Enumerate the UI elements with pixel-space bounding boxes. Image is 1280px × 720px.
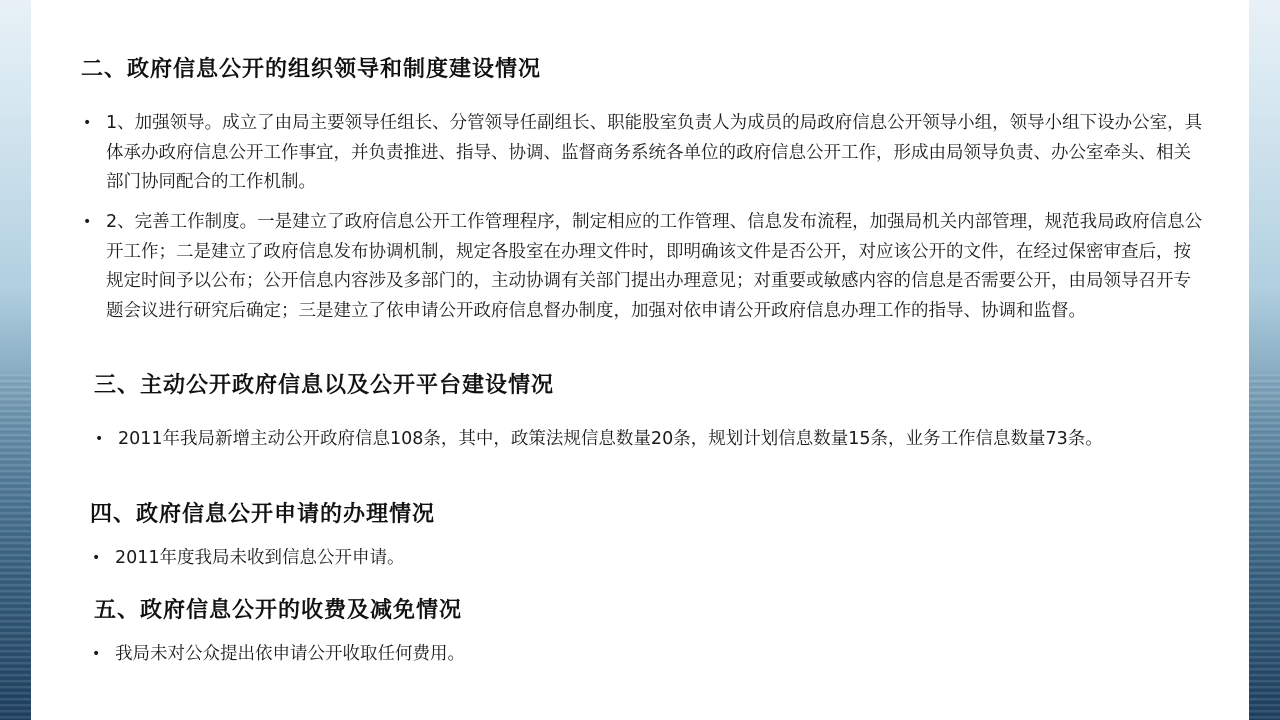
slide-content-panel [31, 0, 1249, 720]
list-item [92, 544, 1210, 574]
list-item-text: 2、完善工作制度。一是建立了政府信息公开工作管理程序，制定相应的工作管理、信息发布流程，加强局机关内部管理，规范我局政府信息公开工作；二是建立了政府信息发布协调机制，规定各股室在办理文件时，即明确该文件是否公开，对应该公开的文件，在经过保密审查后，按规定时间予以公布；公开信息内容涉及多部门的，主动协调有关部门提出办理意见；对重要或敏感内容的信息是否需要公开，由局领导召开专题会议进行研究后确定；三是建立了依申请公开政府信息督办制度，加强对依申请公开政府信息办理工作的指导、协调和监督。 [106, 212, 1203, 321]
section-heading-2: 二、政府信息公开的组织领导和制度建设情况 [81, 57, 542, 82]
sea-background-right [1249, 0, 1280, 720]
bullet: • [83, 115, 92, 131]
list-item-text: 1、加强领导。成立了由局主要领导任组长、分管领导任副组长、职能股室负责人为成员的局政府信息公开领导小组，领导小组下设办公室，具体承办政府信息公开工作事宜，并负责推进、指导、协调、监督商务系统各单位的政府信息公开工作，形成由局领导负责、办公室牵头、相关部门协同配合的工作机制。 [106, 113, 1203, 192]
bullet: • [92, 550, 101, 566]
list-item-text: 2011年我局新增主动公开政府信息108条，其中，政策法规信息数量20条，规划计划信息数量15条，业务工作信息数量73条。 [118, 429, 1103, 449]
list-item [92, 640, 1210, 670]
bullet: • [83, 214, 92, 230]
bullet: • [92, 646, 101, 662]
list-item-text: 我局未对公众提出依申请公开收取任何费用。 [115, 644, 465, 664]
section-heading-3: 三、主动公开政府信息以及公开平台建设情况 [94, 373, 555, 398]
section-heading-5: 五、政府信息公开的收费及减免情况 [94, 598, 463, 623]
sea-background-left [0, 0, 31, 720]
bullet: • [95, 431, 104, 447]
list-item-text: 2011年度我局未收到信息公开申请。 [115, 548, 405, 568]
section-heading-4: 四、政府信息公开申请的办理情况 [90, 502, 436, 527]
list-item [95, 425, 1213, 455]
list-item [83, 109, 1206, 198]
list-item [83, 208, 1206, 326]
